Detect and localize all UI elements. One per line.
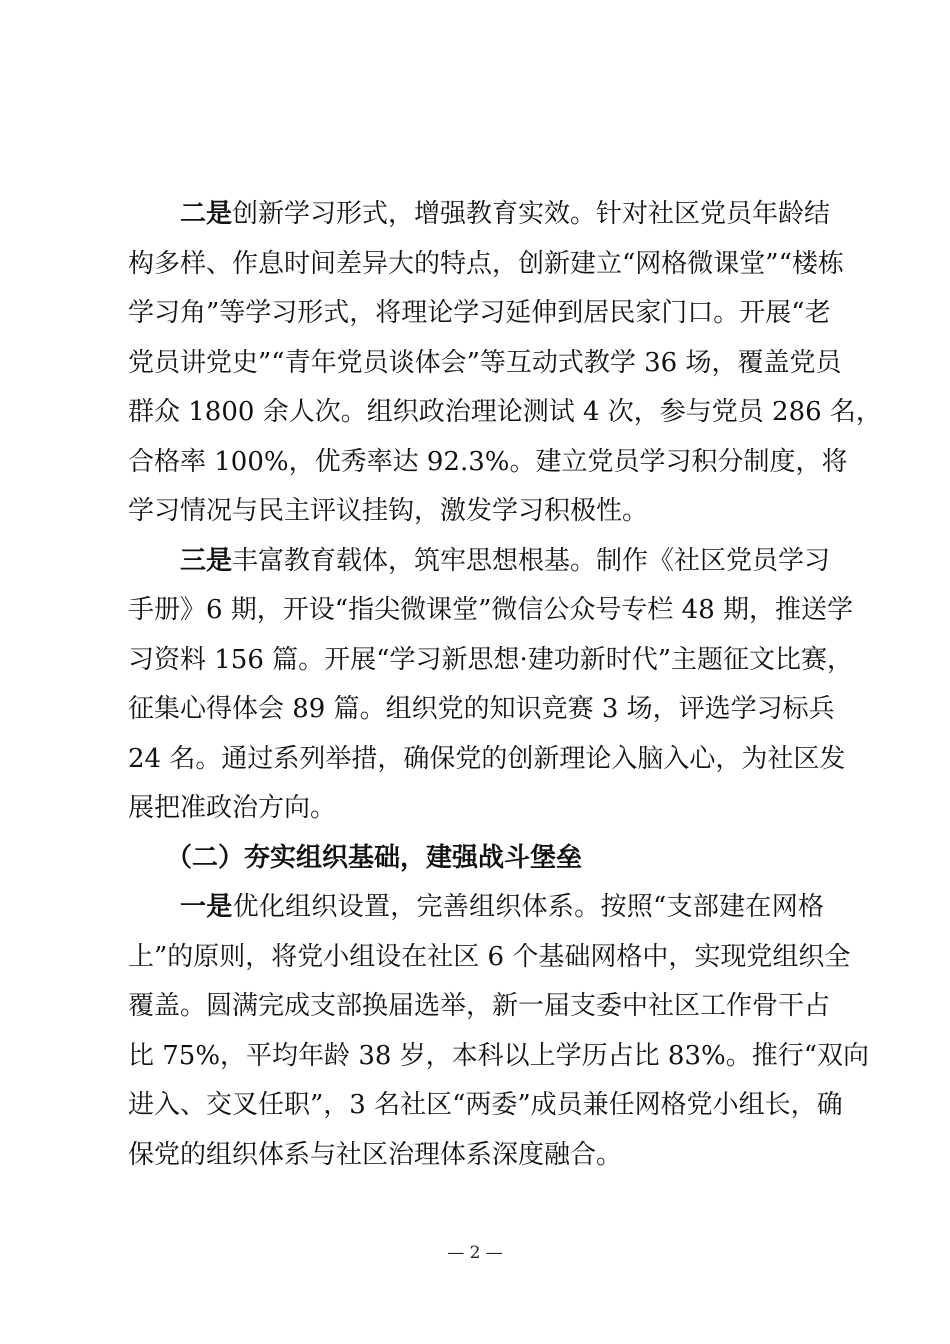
paragraph-line: 构多样、作息时间差异大的特点，创新建立“网格微课堂”“楼栋: [128, 248, 844, 279]
paragraph-line: 24 名。通过系列举措，确保党的创新理论入脑入心，为社区发: [128, 743, 846, 774]
paragraph-line: 比 75%，平均年龄 38 岁，本科以上学历占比 83%。推行“双向: [128, 1040, 870, 1071]
paragraph-lead: 一是: [180, 892, 233, 922]
line-text: 创新学习形式，增强教育实效。针对社区党员年龄结: [232, 199, 831, 229]
paragraph-line: 展把准政治方向。: [128, 793, 337, 823]
paragraph-line: 覆盖。圆满完成支部换届选举，新一届支委中社区工作骨干占: [128, 991, 831, 1021]
line-text: 丰富教育载体，筑牢思想根基。制作《社区党员学习: [232, 545, 831, 576]
paragraph-lead: 二是: [180, 199, 233, 229]
paragraph-1: [128, 190, 882, 537]
paragraph-line: 合格率 100%，优秀率达 92.3%。建立党员学习积分制度，将: [128, 446, 848, 477]
document-body: [128, 190, 882, 1180]
paragraph-line: 保党的组织体系与社区治理体系深度融合。: [128, 1139, 623, 1170]
paragraph-3: [128, 883, 870, 1180]
section-heading: （二）夯实组织基础，建强战斗堡垒: [166, 842, 583, 873]
paragraph-line: [128, 537, 831, 587]
paragraph-line: 学习角”等学习形式，将理论学习延伸到居民家门口。开展“老: [128, 298, 831, 328]
paragraph-line: [128, 883, 824, 933]
paragraph-line: 群众 1800 余人次。组织政治理论测试 4 次，参与党员 286 名，: [128, 397, 882, 427]
paragraph-line: 征集心得体会 89 篇。组织党的知识竞赛 3 场，评选学习标兵: [128, 694, 835, 724]
paragraph-2: [128, 537, 854, 834]
paragraph-lead: 三是: [180, 545, 233, 576]
paragraph-line: 上”的原则，将党小组设在社区 6 个基础网格中，实现党组织全: [128, 941, 851, 972]
paragraph-line: 进入、交叉任职”，3 名社区“两委”成员兼任网格党小组长，确: [128, 1090, 843, 1120]
line-text: 优化组织设置，完善组织体系。按照“支部建在网格: [232, 892, 824, 922]
paragraph-line: [128, 190, 831, 240]
paragraph-line: 学习情况与民主评议挂钩，激发学习积极性。: [128, 496, 649, 526]
paragraph-line: 习资料 156 篇。开展“学习新思想·建功新时代”主题征文比赛，: [128, 644, 854, 675]
paragraph-line: 手册》6 期，开设“指尖微课堂”微信公众号专栏 48 期，推送学: [128, 595, 854, 625]
paragraph-line: 党员讲党史”“青年党员谈体会”等互动式教学 36 场，覆盖党员: [128, 347, 842, 378]
page-number: — 2 —: [447, 1243, 503, 1263]
